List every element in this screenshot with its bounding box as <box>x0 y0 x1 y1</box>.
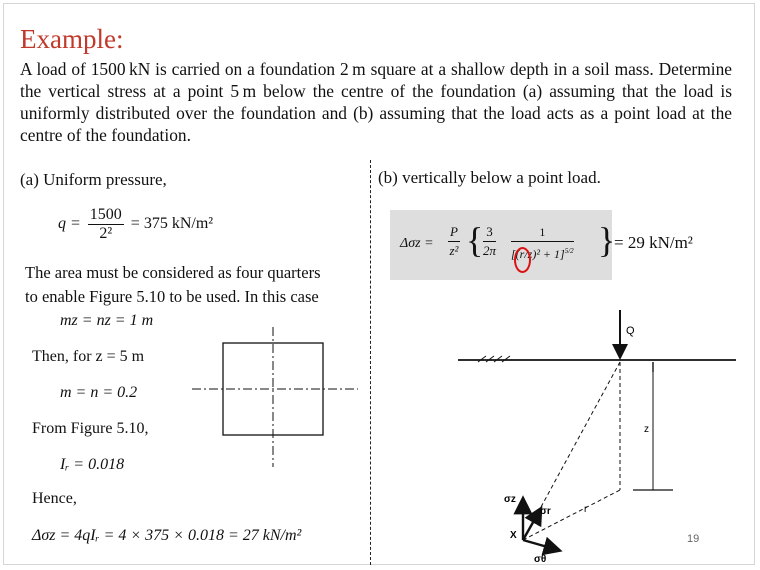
depth-label-z: z <box>644 424 649 435</box>
formula-lhs: Δσz = <box>400 236 434 251</box>
q-rhs: = 375 kN/m² <box>130 215 214 233</box>
formula-den-text: [(r/z)² + 1] <box>511 247 565 261</box>
formula-3: 3 <box>483 223 496 242</box>
foundation-quarters-diagram <box>190 325 360 470</box>
sigma-theta-arrow <box>523 540 558 550</box>
slide-title: Example: <box>20 24 124 54</box>
part-a-heading: (a) Uniform pressure, <box>20 170 167 189</box>
sigma-r-label: σr <box>540 506 551 517</box>
q-fraction <box>88 206 124 243</box>
radius-label-r: r <box>584 504 588 515</box>
formula-2pi: 2π <box>483 243 497 258</box>
column-divider <box>370 160 371 565</box>
q-numerator: 1500 <box>89 206 122 223</box>
point-label-x: X <box>510 530 517 541</box>
formula-exponent: 5/2 <box>564 247 574 255</box>
point-load-result: = 29 kN/m² <box>614 233 693 252</box>
from-figure-text: From Figure 5.10, <box>32 420 149 437</box>
q-denominator: 2² <box>99 225 113 242</box>
load-label-q: Q <box>626 325 635 337</box>
area-text-2: to enable Figure 5.10 to be used. In this case <box>25 287 319 306</box>
formula-z2: z² <box>449 243 459 258</box>
hence-text: Hence, <box>32 490 77 507</box>
problem-statement: A load of 1500 kN is carried on a foundation 2 m square at a shallow depth in a soil mass. Determine the vertical stress at a point 5 m below the centre of the foundation (a) assuming that the load is uniformly distributed over the foundation and (b) assuming that the load acts as a point load at the centre of the foundation. <box>20 59 732 145</box>
p-over-z2 <box>448 223 460 260</box>
right-brace: } <box>598 220 616 260</box>
formula-1: 1 <box>511 223 574 242</box>
mz-equation: mz = nz = 1 m <box>60 312 154 329</box>
point-load-diagram <box>448 300 748 565</box>
formula-p: P <box>448 223 460 242</box>
part-b-heading: (b) vertically below a point load. <box>378 168 601 187</box>
q-equation <box>58 206 213 243</box>
ir-equation: Iᵣ = 0.018 <box>60 456 125 473</box>
sigma-z-label: σz <box>504 494 516 505</box>
then-text: Then, for z = 5 m <box>32 348 145 365</box>
page-number: 19 <box>687 533 700 545</box>
highlight-circle <box>514 247 531 273</box>
left-brace: { <box>466 220 484 260</box>
three-over-2pi <box>483 223 496 260</box>
sigma-theta-label: σθ <box>534 554 547 565</box>
area-text-1: The area must be considered as four quarters <box>25 263 321 282</box>
mn-equation: m = n = 0.2 <box>60 384 138 401</box>
q-lhs: q = <box>58 215 81 233</box>
final-equation: Δσz = 4qIᵣ = 4 × 375 × 0.018 = 27 kN/m² <box>32 527 302 544</box>
ground-hatching <box>478 356 510 362</box>
point-load-formula-box <box>390 210 616 280</box>
